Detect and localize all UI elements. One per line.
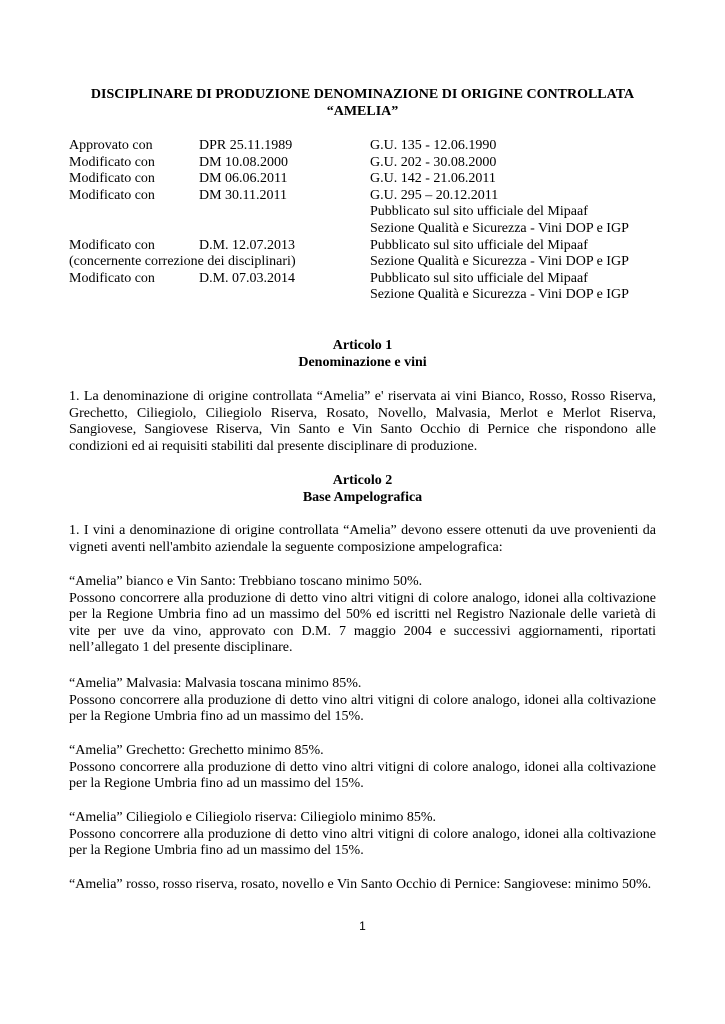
history-row — [69, 271, 669, 288]
section-rosso — [69, 877, 656, 894]
history-row — [69, 188, 669, 205]
history-label: Modificato con — [69, 270, 155, 286]
history-gazette: Sezione Qualità e Sicurezza - Vini DOP e IGP — [370, 254, 629, 270]
history-row — [69, 171, 669, 188]
section-ciliegiolo-text: Possono concorrere alla produzione di detto vino altri vitigni di colore analogo, idonei alla coltivazione per la Regione Umbria fino ad un massimo del 15%. — [69, 826, 656, 859]
page-number: 1 — [359, 919, 366, 933]
section-ciliegiolo — [69, 810, 656, 860]
article-2-intro — [69, 523, 656, 556]
section-bianco — [69, 574, 656, 657]
article-2-number: Articolo 2 — [332, 473, 393, 488]
history-decree: DM 10.08.2000 — [199, 154, 289, 170]
history-gazette: G.U. 295 – 20.12.2011 — [370, 187, 499, 203]
section-rosso-text: “Amelia” rosso, rosso riserva, rosato, novello e Vin Santo Occhio di Pernice: Sangiovese: minimo 50%. — [69, 877, 652, 892]
history-row — [69, 221, 669, 238]
section-bianco-title: “Amelia” bianco e Vin Santo: Trebbiano toscano minimo 50%. — [69, 574, 423, 589]
title-line-2: “AMELIA” — [326, 103, 399, 119]
history-decree: DM 06.06.2011 — [199, 171, 288, 187]
history-label: Modificato con — [69, 154, 155, 170]
history-decree: DPR 25.11.1989 — [199, 138, 293, 153]
history-label: Approvato con — [69, 138, 153, 153]
section-malvasia — [69, 676, 656, 726]
article-1-title: Denominazione e vini — [298, 354, 427, 370]
article-2-intro-text: 1. I vini a denominazione di origine controllata “Amelia” devono essere ottenuti da uve provenienti da vigneti aventi nell'ambito aziendale la seguente composizione ampelografica: — [69, 523, 656, 555]
history-row — [69, 238, 669, 255]
article-1-heading — [60, 338, 665, 371]
section-grechetto-text: Possono concorrere alla produzione di detto vino altri vitigni di colore analogo, idonei alla coltivazione per la Regione Umbria fino ad un massimo del 15%. — [69, 759, 656, 792]
article-1-number: Articolo 1 — [332, 338, 393, 353]
history-gazette: Pubblicato sul sito ufficiale del Mipaaf — [370, 270, 588, 286]
article-2-title: Base Ampelografica — [302, 489, 423, 505]
history-label: Modificato con — [69, 171, 155, 187]
section-grechetto-title: “Amelia” Grechetto: Grechetto minimo 85%. — [69, 743, 324, 758]
section-malvasia-text: Possono concorrere alla produzione di detto vino altri vitigni di colore analogo, idonei alla coltivazione per la Regione Umbria fino ad un massimo del 15%. — [69, 692, 656, 725]
article-2-heading — [60, 473, 665, 506]
history-label: (concernente correzione dei disciplinari) — [69, 254, 296, 270]
history-decree: DM 30.11.2011 — [199, 187, 288, 203]
history-row — [69, 204, 669, 221]
section-bianco-text: Possono concorrere alla produzione di detto vino altri vitigni di colore analogo, idonei alla coltivazione per la Regione Umbria fino ad un massimo del 50% ed iscritti nel Registro Nazionale delle varietà di vite per uve da vino, approvato con D.M. 7 maggio 2004 e successivi aggiornamenti, riportati nell’allegato 1 del presente disciplinare. — [69, 590, 656, 656]
approval-history — [69, 138, 669, 304]
history-gazette: Sezione Qualità e Sicurezza - Vini DOP e IGP — [370, 220, 629, 236]
history-gazette: Sezione Qualità e Sicurezza - Vini DOP e IGP — [370, 287, 629, 303]
section-malvasia-title: “Amelia” Malvasia: Malvasia toscana minimo 85%. — [69, 676, 362, 691]
history-gazette: Pubblicato sul sito ufficiale del Mipaaf — [370, 237, 588, 253]
history-row — [69, 155, 669, 172]
history-gazette: G.U. 135 - 12.06.1990 — [370, 138, 497, 153]
history-decree: D.M. 07.03.2014 — [199, 270, 296, 286]
history-row — [69, 254, 669, 271]
history-label: Modificato con — [69, 237, 155, 253]
article-1-text: 1. La denominazione di origine controllata “Amelia” e' riservata ai vini Bianco, Rosso, Rosso Riserva, Grechetto, Ciliegiolo, Ciliegiolo Riserva, Rosato, Novello, Malvasia, Merlot e Merlot Riserva, Sangiovese, Sangiovese Riserva, Vin Santo e Vin Santo Occhio di Pernice che rispondono alle condizioni ed ai requisiti stabiliti dal presente disciplinare di produzione. — [69, 389, 656, 454]
history-gazette: Pubblicato sul sito ufficiale del Mipaaf — [370, 204, 588, 220]
history-row — [69, 287, 669, 304]
article-1-paragraph — [69, 389, 656, 455]
history-decree: D.M. 12.07.2013 — [199, 237, 296, 253]
history-row — [69, 138, 669, 155]
section-grechetto — [69, 743, 656, 793]
history-gazette: G.U. 142 - 21.06.2011 — [370, 171, 496, 187]
history-label: Modificato con — [69, 187, 155, 203]
document-title — [60, 87, 665, 120]
section-ciliegiolo-title: “Amelia” Ciliegiolo e Ciliegiolo riserva: Ciliegiolo minimo 85%. — [69, 810, 437, 825]
title-line-1: DISCIPLINARE DI PRODUZIONE DENOMINAZIONE DI ORIGINE CONTROLLATA — [90, 87, 635, 102]
history-gazette: G.U. 202 - 30.08.2000 — [370, 154, 497, 170]
